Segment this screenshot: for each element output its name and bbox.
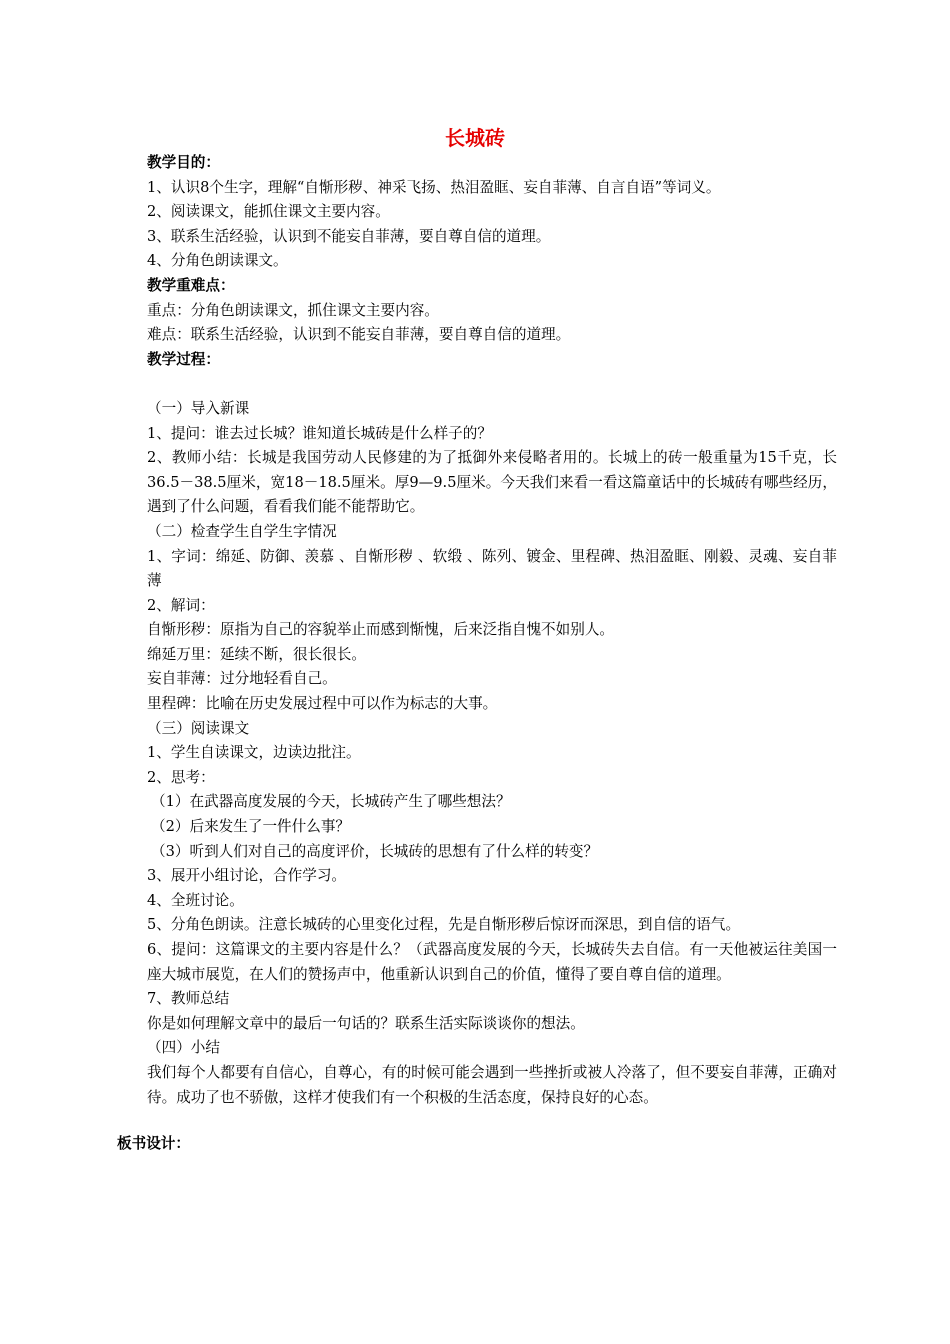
objective-item: 4、分角色朗读课文。 xyxy=(147,252,288,270)
objective-item: 3、联系生活经验，认识到不能妄自菲薄，要自尊自信的道理。 xyxy=(147,227,551,245)
board-design-heading: 板书设计： xyxy=(117,1135,190,1153)
page-title: 长城砖 xyxy=(445,126,505,150)
part3-item: 2、思考： xyxy=(147,768,215,786)
part4-heading: （四）小结 xyxy=(147,1039,220,1057)
definition-item: 自惭形秽：原指为自己的容貌举止而感到惭愧，后来泛指自愧不如别人。 xyxy=(147,621,615,639)
blank-line xyxy=(117,372,837,397)
part1-item: 1、提问：谁去过长城？谁知道长城砖是什么样子的？ xyxy=(147,424,492,442)
objective-item: 2、阅读课文，能抓住课文主要内容。 xyxy=(147,203,390,221)
part2-heading: （二）检查学生自学生字情况 xyxy=(147,522,337,540)
key-point: 难点：联系生活经验，认识到不能妄自菲薄，要自尊自信的道理。 xyxy=(147,326,571,344)
blank-line xyxy=(117,1110,837,1132)
process-heading: 教学过程： xyxy=(147,350,220,368)
part3-item: 6、提问：这篇课文的主要内容是什么？（武器高度发展的今天，长城砖失去自信。有一天他被运往美国一座大城市展览，在人们的赞扬声中，他重新认识到自己的价值，懂得了要自尊自信的道理。 xyxy=(147,941,837,983)
part2-item: 2、解词： xyxy=(147,596,215,614)
objective-item: 1、认识8个生字，理解“自惭形秽、神采飞扬、热泪盈眶、妄自菲薄、自言自语”等词义。 xyxy=(147,178,721,196)
question-item: （2）后来发生了一件什么事？ xyxy=(151,818,351,836)
part3-item: 5、分角色朗读。注意长城砖的心里变化过程，先是自惭形秽后惊讶而深思，到自信的语气。 xyxy=(147,916,741,934)
part4-text: 我们每个人都要有自信心，自尊心，有的时候可能会遇到一些挫折或被人冷落了，但不要妄自菲薄，正确对待。成功了也不骄傲，这样才使我们有一个积极的生活态度，保持良好的心态。 xyxy=(147,1063,837,1106)
question-item: （3）听到人们对自己的高度评价，长城砖的思想有了什么样的转变？ xyxy=(151,842,599,860)
key-points-heading: 教学重难点： xyxy=(147,276,235,294)
part3-item: 4、全班讨论。 xyxy=(147,891,244,909)
part3-heading: （三）阅读课文 xyxy=(147,719,250,737)
question-item: （1）在武器高度发展的今天，长城砖产生了哪些想法？ xyxy=(151,793,511,811)
objectives-heading: 教学目的： xyxy=(147,154,220,171)
part1-item: 2、教师小结：长城是我国劳动人民修建的为了抵御外来侵略者用的。长城上的砖一般重量为15千克，长36.5－38.5厘米，宽18－18.5厘米。厚9—9.5厘米。今天我们来看一看这篇童话中的长城砖有哪些经历，遇到了什么问题，看看我们能不能帮助它。 xyxy=(147,449,837,516)
definition-item: 里程碑：比喻在历史发展过程中可以作为标志的大事。 xyxy=(147,695,498,713)
definition-item: 绵延万里：延续不断，很长很长。 xyxy=(147,645,366,663)
part1-heading: （一）导入新课 xyxy=(147,399,250,417)
document-body xyxy=(117,151,837,1157)
part3-item: 7、教师总结 xyxy=(147,990,230,1008)
part3-summary-text: 你是如何理解文章中的最后一句话的？联系生活实际谈谈你的想法。 xyxy=(147,1014,585,1032)
part3-item: 1、学生自读课文，边读边批注。 xyxy=(147,744,361,762)
part2-item: 1、字词：绵延、防御、羡慕 、自惭形秽 、软缎 、陈列、镀金、里程碑、热泪盈眶、刚毅、灵魂、妄自菲薄 xyxy=(147,547,837,590)
key-point: 重点：分角色朗读课文，抓住课文主要内容。 xyxy=(147,301,439,319)
part3-item: 3、展开小组讨论，合作学习。 xyxy=(147,867,347,885)
definition-item: 妄自菲薄：过分地轻看自己。 xyxy=(147,670,337,688)
